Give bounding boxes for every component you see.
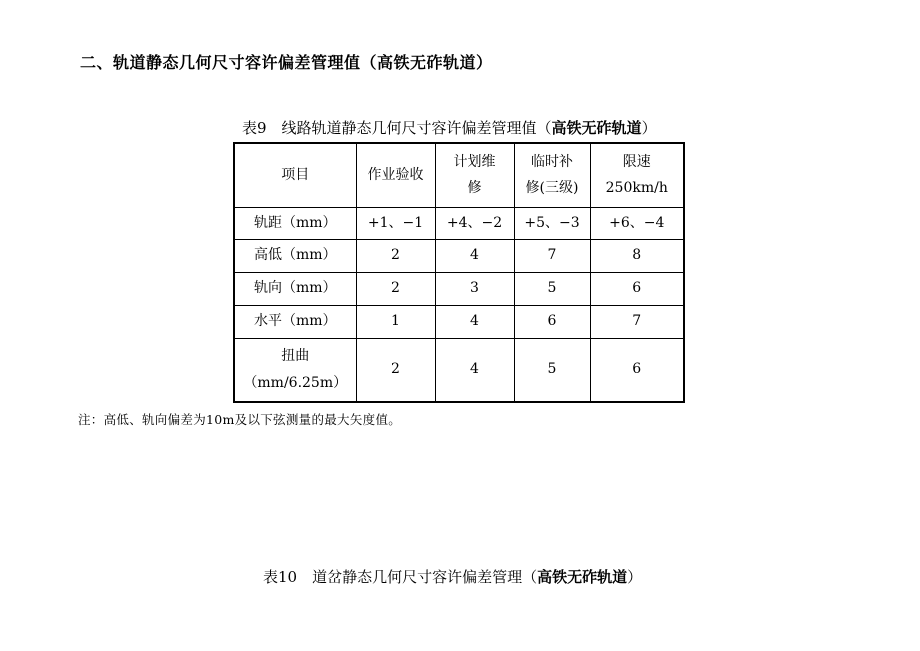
row-twist-speed: 6 — [590, 338, 684, 402]
table-row — [234, 272, 684, 305]
table10-caption-prefix: 表10 道岔静态几何尺寸容许偏差管理（ — [263, 568, 538, 586]
row-alignment-planned: 3 — [435, 272, 514, 305]
row-gauge-item: 轨距（mm） — [234, 207, 356, 239]
table9-caption-suffix: ） — [641, 119, 657, 137]
row-alignment-acceptance: 2 — [356, 272, 435, 305]
row-gauge-planned: +4、−2 — [435, 207, 514, 239]
header-item: 项目 — [234, 143, 356, 207]
row-twist-planned: 4 — [435, 338, 514, 402]
row-surface-speed: 8 — [590, 239, 684, 272]
table-header-row — [234, 143, 684, 207]
table9-caption-prefix: 表9 线路轨道静态几何尺寸容许偏差管理值（ — [242, 119, 552, 137]
row-surface-temp: 7 — [514, 239, 590, 272]
row-surface-item: 高低（mm） — [234, 239, 356, 272]
table-row — [234, 305, 684, 338]
header-speed-limit: 限速 250km/h — [590, 143, 684, 207]
table9-caption — [242, 117, 657, 138]
row-twist-item: 扭曲 （mm/6.25m） — [234, 338, 356, 402]
row-alignment-temp: 5 — [514, 272, 590, 305]
table-row — [234, 338, 684, 402]
row-twist-temp: 5 — [514, 338, 590, 402]
section-heading: 二、轨道静态几何尺寸容许偏差管理值（高铁无砟轨道） — [80, 53, 493, 72]
row-crosslevel-acceptance: 1 — [356, 305, 435, 338]
header-temporary-repair: 临时补 修(三级) — [514, 143, 590, 207]
row-crosslevel-item: 水平（mm） — [234, 305, 356, 338]
row-surface-acceptance: 2 — [356, 239, 435, 272]
row-gauge-speed: +6、−4 — [590, 207, 684, 239]
table10-caption-bold: 高铁无砟轨道 — [537, 568, 628, 586]
row-surface-planned: 4 — [435, 239, 514, 272]
row-crosslevel-temp: 6 — [514, 305, 590, 338]
table9-caption-bold: 高铁无砟轨道 — [551, 119, 642, 137]
row-crosslevel-speed: 7 — [590, 305, 684, 338]
row-crosslevel-planned: 4 — [435, 305, 514, 338]
row-alignment-item: 轨向（mm） — [234, 272, 356, 305]
table-row — [234, 207, 684, 239]
table10-caption-suffix: ） — [627, 568, 643, 586]
row-alignment-speed: 6 — [590, 272, 684, 305]
table10-caption — [263, 566, 642, 587]
row-gauge-temp: +5、−3 — [514, 207, 590, 239]
row-gauge-acceptance: +1、−1 — [356, 207, 435, 239]
table-row — [234, 239, 684, 272]
header-planned-maintenance: 计划维 修 — [435, 143, 514, 207]
header-acceptance: 作业验收 — [356, 143, 435, 207]
table9 — [233, 142, 685, 403]
table9-note: 注：高低、轨向偏差为10m及以下弦测量的最大矢度值。 — [78, 412, 402, 427]
row-twist-acceptance: 2 — [356, 338, 435, 402]
